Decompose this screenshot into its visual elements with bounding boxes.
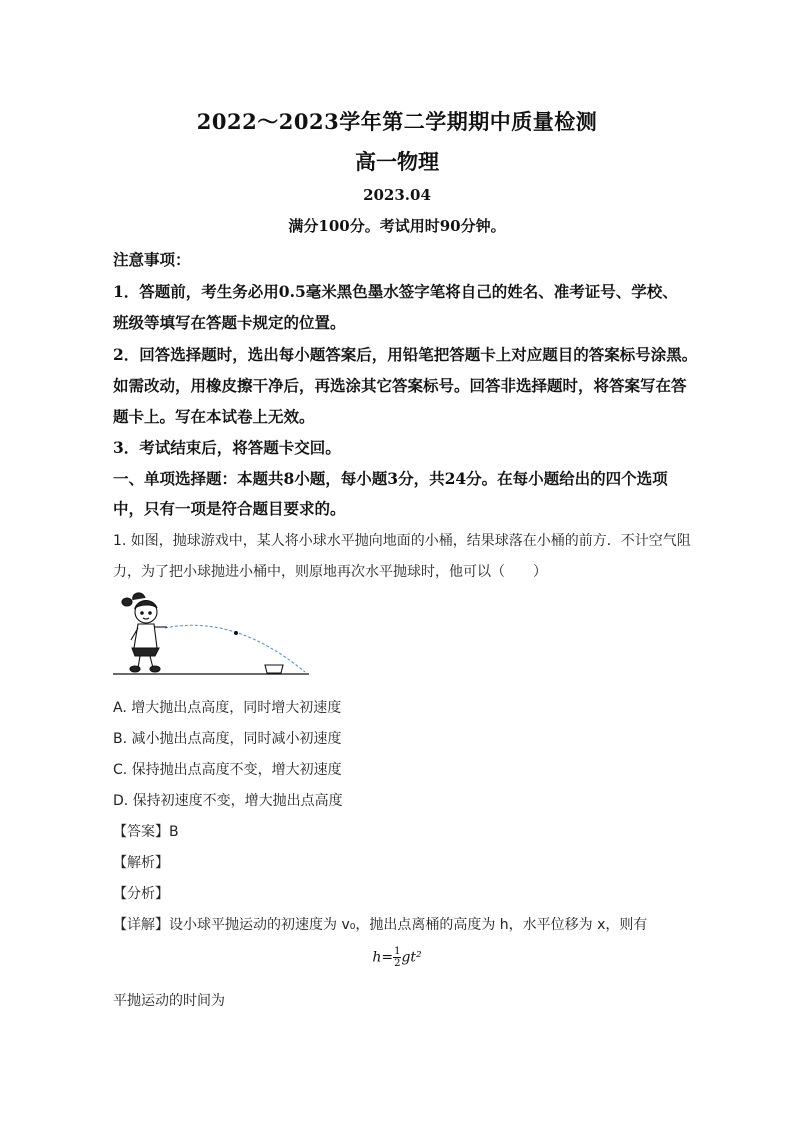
- notes-line: 如需改动，用橡皮擦干净后，再选涂其它答案标号。回答非选择题时，将答案写在答: [113, 376, 687, 395]
- analysis-heading: 【解析】: [113, 855, 169, 871]
- notes-heading: 注意事项：: [113, 250, 191, 269]
- notes-line: 题卡上。写在本试卷上无效。: [113, 407, 315, 426]
- exam-subject: 高一物理: [355, 149, 439, 174]
- exam-title: 2022～2023学年第二学期期中质量检测: [196, 109, 598, 134]
- question-stem: 力，为了把小球抛进小桶中，则原地再次水平抛球时，他可以（ ）: [113, 564, 547, 580]
- formula-rhs: gt²: [401, 949, 422, 966]
- girl-throwing-ball-illustration: [113, 592, 313, 678]
- section-heading: 中，只有一项是符合题目要求的。: [113, 499, 346, 518]
- option-c: C. 保持抛出点高度不变，增大初速度: [113, 762, 342, 778]
- bucket: [265, 665, 283, 673]
- question-stem: 1. 如图，抛球游戏中，某人将小球水平抛向地面的小桶，结果球落在小桶的前方．不计空气阻: [113, 533, 691, 549]
- exam-score-info: 满分100分。考试用时90分钟。: [288, 217, 506, 235]
- option-b: B. 减小抛出点高度，同时减小初速度: [113, 731, 342, 747]
- answer-line: 【答案】B: [113, 824, 179, 840]
- section-heading: 一、单项选择题：本题共8小题，每小题3分，共24分。在每小题给出的四个选项: [113, 469, 668, 488]
- notes-line: 2．回答选择题时，选出每小题答案后，用铅笔把答题卡上对应题目的答案标号涂黑。: [113, 345, 698, 364]
- option-d: D. 保持初速度不变，增大抛出点高度: [113, 793, 343, 809]
- detail-line: 【详解】设小球平抛运动的初速度为 v₀，抛出点离桶的高度为 h，水平位移为 x，则有: [113, 917, 648, 933]
- ball: [234, 631, 238, 635]
- formula-denominator: 2: [394, 958, 401, 969]
- after-formula-line: 平抛运动的时间为: [113, 993, 225, 1009]
- formula-equals: =: [381, 949, 394, 966]
- breakdown-heading: 【分析】: [113, 886, 169, 902]
- notes-line: 1．答题前，考生务必用0.5毫米黑色墨水签字笔将自己的姓名、准考证号、学校、: [113, 282, 678, 301]
- option-a: A. 增大抛出点高度，同时增大初速度: [113, 700, 342, 716]
- formula-h-equals-half-gt-squared: [0, 946, 794, 969]
- notes-line: 班级等填写在答题卡规定的位置。: [113, 313, 346, 332]
- girl-figure: [122, 593, 167, 672]
- formula-lhs: h: [372, 949, 382, 966]
- exam-date: 2023.04: [363, 186, 431, 204]
- formula-numerator: 1: [394, 946, 401, 957]
- notes-line: 3．考试结束后，将答题卡交回。: [113, 438, 341, 457]
